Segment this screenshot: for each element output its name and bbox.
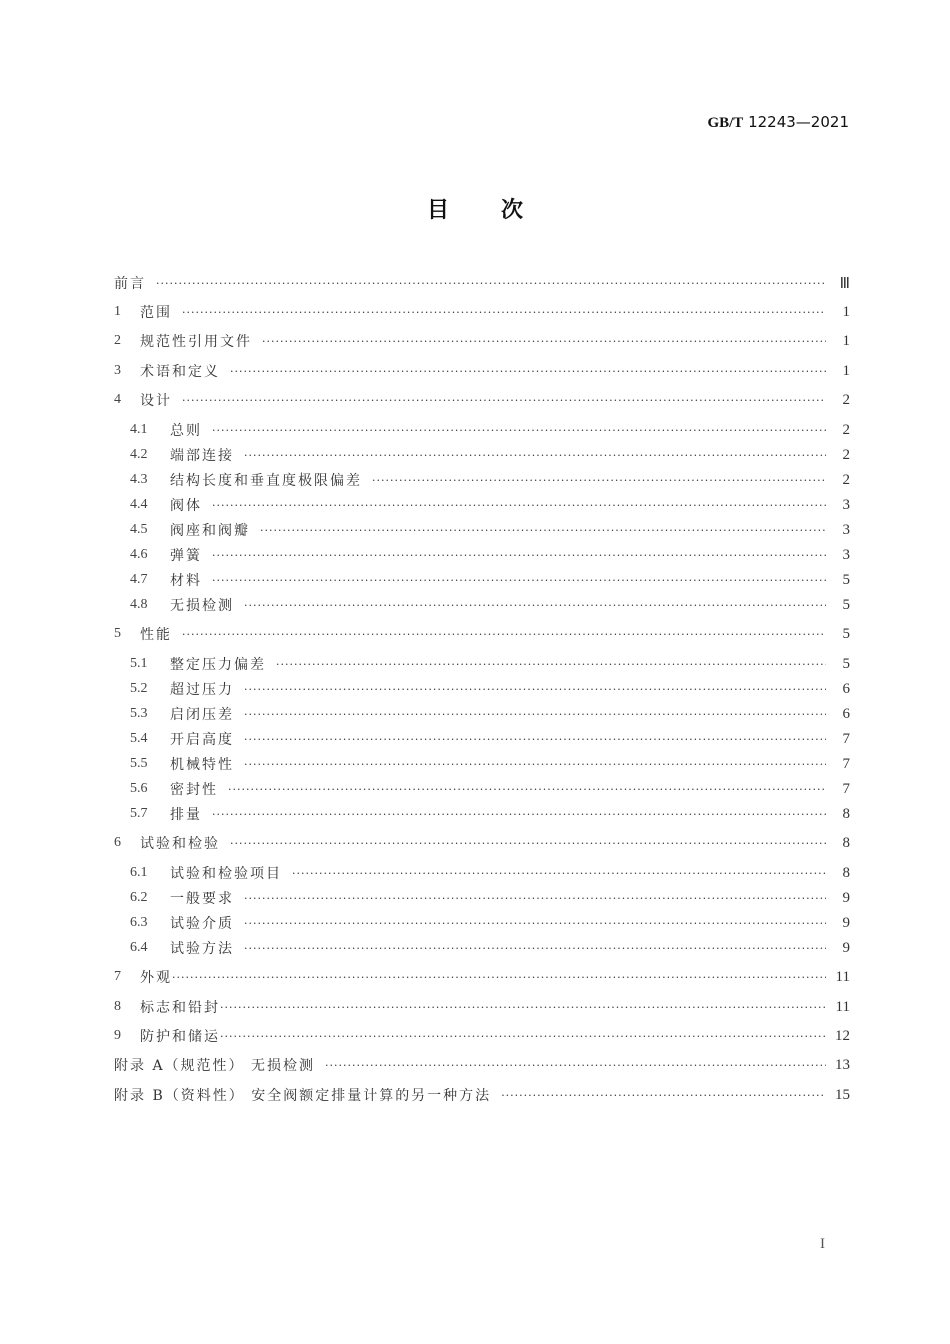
toc-entry-number: 5.3 [130, 706, 148, 721]
toc-entry[interactable] [130, 862, 850, 884]
dot-leader [182, 628, 826, 641]
toc-entry-number: 4.5 [130, 522, 148, 537]
toc-entry[interactable] [130, 494, 850, 516]
toc-entry-page: 2 [842, 471, 850, 488]
toc-entry[interactable] [130, 887, 850, 909]
dot-leader [244, 599, 826, 612]
toc-entry[interactable] [130, 753, 850, 775]
toc-entry-page: 7 [842, 780, 850, 797]
toc-entry-title: 排量 [170, 807, 202, 823]
toc-entry-number: 4.3 [130, 472, 148, 487]
toc-entry-page: 8 [842, 805, 850, 822]
toc-entry-page: 9 [842, 914, 850, 931]
footer-page-number: I [820, 1236, 825, 1252]
dot-leader [244, 449, 826, 462]
toc-entry-title: 试验和检验项目 [170, 866, 282, 882]
toc-entry-title: 一般要求 [170, 891, 234, 907]
dot-leader [244, 733, 826, 746]
toc-entry-number: 4.8 [130, 597, 148, 612]
dot-leader [244, 942, 826, 955]
toc-entry-number: 5.6 [130, 781, 148, 796]
toc-entry-number: 4.2 [130, 447, 148, 462]
toc-entry[interactable] [130, 703, 850, 725]
toc-entry-title: 附录 A（规范性） 无损检测 [114, 1058, 316, 1074]
toc-entry-page: 3 [842, 496, 850, 513]
toc-entry-page: 12 [835, 1027, 850, 1044]
toc-entry-title: 弹簧 [170, 548, 202, 564]
toc-entry-number: 6 [114, 835, 121, 850]
dot-leader [212, 549, 826, 562]
toc-entry-title: 标志和铅封 [140, 1000, 220, 1016]
toc-entry[interactable] [114, 360, 850, 382]
toc-entry-title: 性能 [140, 627, 172, 643]
dot-leader [212, 499, 826, 512]
toc-entry[interactable] [130, 569, 850, 591]
toc-entry-title: 阀体 [170, 498, 202, 514]
toc-entry-page: 9 [842, 889, 850, 906]
toc-entry-page: 5 [842, 655, 850, 672]
toc-entry[interactable] [114, 1084, 850, 1106]
dot-leader [325, 1059, 826, 1072]
toc-entry[interactable] [114, 1054, 850, 1076]
toc-entry-title: 密封性 [170, 782, 218, 798]
toc-entry-title: 无损检测 [170, 598, 234, 614]
toc-entry-page: 13 [835, 1056, 850, 1073]
toc-entry[interactable] [130, 594, 850, 616]
toc-entry-page: 6 [842, 705, 850, 722]
toc-entry[interactable] [130, 803, 850, 825]
dot-leader [182, 306, 826, 319]
toc-entry[interactable] [130, 912, 850, 934]
toc-entry-number: 3 [114, 363, 121, 378]
toc-entry[interactable] [114, 389, 850, 411]
toc-entry-title: 试验方法 [170, 941, 234, 957]
standard-code [707, 113, 849, 132]
toc-entry-page: 2 [842, 421, 850, 438]
dot-leader [212, 808, 826, 821]
toc-entry-number: 4.4 [130, 497, 148, 512]
dot-leader [244, 758, 826, 771]
toc-entry[interactable] [114, 966, 850, 988]
toc-entry-number: 5.1 [130, 656, 148, 671]
toc-entry-number: 4.1 [130, 422, 148, 437]
toc-entry-title: 设计 [140, 393, 172, 409]
toc-entry-page: 3 [842, 521, 850, 538]
toc-entry-title: 试验介质 [170, 916, 234, 932]
dot-leader [244, 708, 826, 721]
toc-entry-number: 1 [114, 304, 121, 319]
dot-leader [372, 474, 826, 487]
dot-leader [220, 1030, 826, 1043]
toc-entry[interactable] [130, 419, 850, 441]
toc-entry-page: 9 [842, 939, 850, 956]
toc-entry-title: 试验和检验 [140, 836, 220, 852]
toc-entry-number: 6.2 [130, 890, 148, 905]
toc-entry[interactable] [130, 444, 850, 466]
toc-entry[interactable] [114, 996, 850, 1018]
toc-entry-number: 2 [114, 333, 121, 348]
title-char-1: 目 [426, 198, 449, 223]
toc-entry-number: 5.4 [130, 731, 148, 746]
toc-entry-page: 5 [842, 596, 850, 613]
dot-leader [182, 394, 826, 407]
toc-entry[interactable] [130, 937, 850, 959]
dot-leader [501, 1089, 826, 1102]
toc-entry-number: 6.1 [130, 865, 148, 880]
toc-entry[interactable] [114, 301, 850, 323]
standard-number: 12243—2021 [748, 113, 849, 131]
dot-leader [244, 892, 826, 905]
toc-entry-page: 15 [835, 1086, 850, 1103]
toc-entry-number: 8 [114, 999, 121, 1014]
toc-entry-page: 11 [835, 968, 850, 985]
toc-entry[interactable] [114, 330, 850, 352]
dot-leader [244, 683, 826, 696]
dot-leader [212, 424, 826, 437]
toc-entry-title: 整定压力偏差 [170, 657, 266, 673]
toc-entry[interactable] [114, 832, 850, 854]
dot-leader [292, 867, 826, 880]
toc-entry-title: 阀座和阀瓣 [170, 523, 250, 539]
toc-entry[interactable] [130, 469, 850, 491]
toc-entry-page: 1 [842, 303, 850, 320]
toc-entry-number: 6.4 [130, 940, 148, 955]
toc-entry-page: 8 [842, 864, 850, 881]
dot-leader [220, 1001, 826, 1014]
toc-entry-page: 11 [835, 998, 850, 1015]
toc-entry-title: 总则 [170, 423, 202, 439]
toc-entry-page: Ⅲ [839, 275, 850, 292]
dot-leader [230, 837, 826, 850]
toc-entry-title: 超过压力 [170, 682, 234, 698]
toc-entry-number: 4 [114, 392, 121, 407]
toc-entry-number: 5.5 [130, 756, 148, 771]
toc-entry-title: 附录 B（资料性） 安全阀额定排量计算的另一种方法 [114, 1088, 492, 1104]
toc-entry-number: 5.2 [130, 681, 148, 696]
page-title [0, 193, 950, 224]
toc-entry[interactable] [114, 623, 850, 645]
toc-entry[interactable] [130, 519, 850, 541]
dot-leader [262, 335, 826, 348]
toc-entry-page: 1 [842, 362, 850, 379]
toc-entry-title: 术语和定义 [140, 364, 220, 380]
dot-leader [156, 277, 826, 290]
toc-entry-page: 5 [842, 571, 850, 588]
toc-entry-number: 4.7 [130, 572, 148, 587]
toc-entry-page: 3 [842, 546, 850, 563]
toc-entry[interactable] [130, 778, 850, 800]
dot-leader [260, 524, 826, 537]
toc-entry[interactable] [114, 272, 850, 294]
toc-entry-number: 7 [114, 969, 121, 984]
toc-entry-title: 外观 [140, 970, 172, 986]
toc-entry-page: 6 [842, 680, 850, 697]
toc-entry-page: 7 [842, 730, 850, 747]
toc-entry-page: 2 [842, 391, 850, 408]
toc-entry-title: 材料 [170, 573, 202, 589]
toc-entry-title: 端部连接 [170, 448, 234, 464]
toc-entry[interactable] [130, 728, 850, 750]
dot-leader [230, 365, 826, 378]
dot-leader [228, 783, 826, 796]
dot-leader [244, 917, 826, 930]
toc-entry-title: 结构长度和垂直度极限偏差 [170, 473, 362, 489]
toc-entry-title: 范围 [140, 305, 172, 321]
toc-entry[interactable] [130, 653, 850, 675]
toc-entry-page: 1 [842, 332, 850, 349]
toc-entry-number: 5 [114, 626, 121, 641]
standard-prefix: GB/T [707, 115, 744, 131]
toc-entry-number: 6.3 [130, 915, 148, 930]
toc-entry-title: 机械特性 [170, 757, 234, 773]
toc-entry-title: 前言 [114, 276, 146, 292]
toc-entry[interactable] [114, 1025, 850, 1047]
toc-entry-title: 规范性引用文件 [140, 334, 252, 350]
toc-entry-title: 启闭压差 [170, 707, 234, 723]
toc-entry-title: 防护和储运 [140, 1029, 220, 1045]
dot-leader [172, 971, 826, 984]
toc-entry-number: 9 [114, 1028, 121, 1043]
toc-entry-page: 7 [842, 755, 850, 772]
toc-entry-number: 4.6 [130, 547, 148, 562]
title-char-2: 次 [501, 198, 524, 223]
toc-entry-page: 5 [842, 625, 850, 642]
toc-entry-title: 开启高度 [170, 732, 234, 748]
dot-leader [276, 658, 826, 671]
toc-entry[interactable] [130, 544, 850, 566]
toc-entry-page: 8 [842, 834, 850, 851]
toc-entry-page: 2 [842, 446, 850, 463]
toc-entry-number: 5.7 [130, 806, 148, 821]
dot-leader [212, 574, 826, 587]
toc-entry[interactable] [130, 678, 850, 700]
